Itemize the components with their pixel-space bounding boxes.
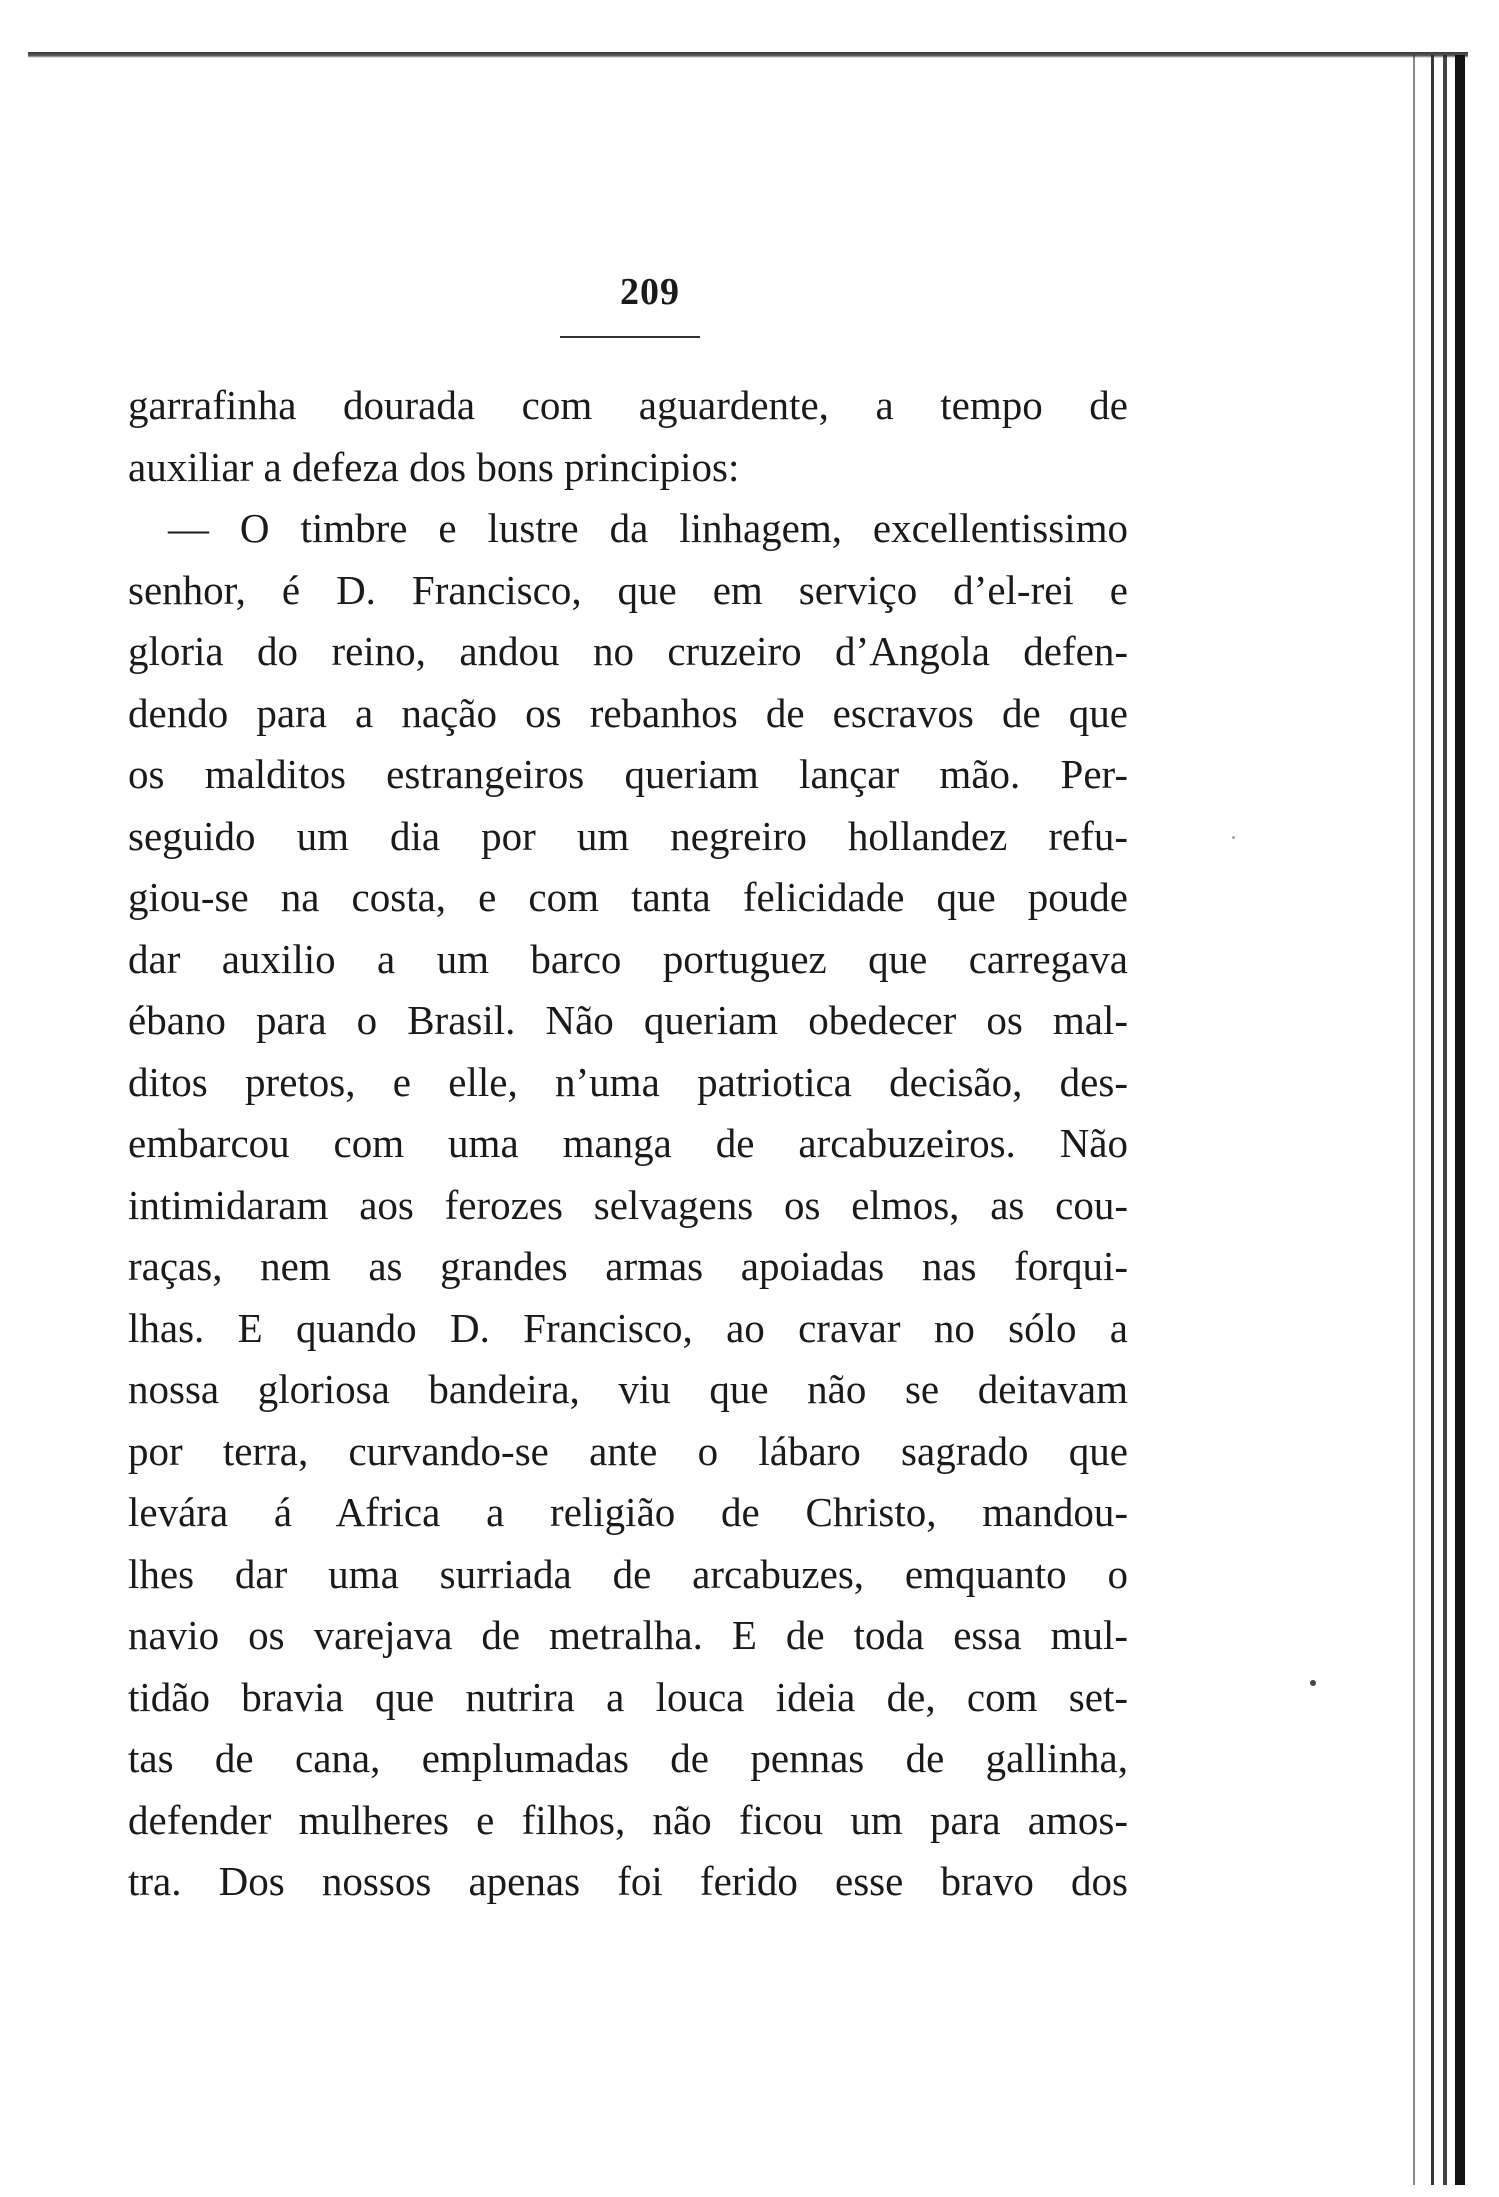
text-line: intimidaram aos ferozes selvagens os elmos, as cou- xyxy=(128,1181,1128,1228)
text-line: tidão bravia que nutrira a louca ideia de, com set- xyxy=(128,1673,1128,1720)
text-line: auxiliar a defeza dos bons principios: xyxy=(128,443,740,490)
paper-speck xyxy=(1310,1680,1316,1686)
text-line: lhes dar uma surriada de arcabuzes, emquanto o xyxy=(128,1550,1128,1597)
text-line: lhas. E quando D. Francisco, ao cravar no sólo a xyxy=(128,1304,1128,1351)
text-line: dar auxilio a um barco portuguez que carregava xyxy=(128,935,1128,982)
text-line: giou-se na costa, e com tanta felicidade que poude xyxy=(128,874,1128,920)
binding-line xyxy=(1431,55,1434,2185)
text-line: os malditos estrangeiros queriam lançar mão. Per- xyxy=(128,751,1128,797)
book-binding-edge xyxy=(1401,55,1471,2185)
body-text xyxy=(128,375,1128,1913)
text-line: garrafinha dourada com aguardente, a tempo de xyxy=(128,382,1128,428)
page-number: 209 xyxy=(620,271,680,313)
page-top-edge xyxy=(28,52,1468,58)
text-line: navio os varejava de metralha. E de toda essa mul- xyxy=(128,1612,1128,1658)
text-line: por terra, curvando-se ante o lábaro sagrado que xyxy=(128,1427,1128,1474)
text-line: ébano para o Brasil. Não queriam obedecer os mal- xyxy=(128,997,1128,1043)
text-line: raças, nem as grandes armas apoiadas nas forqui- xyxy=(128,1243,1128,1289)
text-line: gloria do reino, andou no cruzeiro d’Angola defen- xyxy=(128,628,1128,674)
text-line: dendo para a nação os rebanhos de escravos de que xyxy=(128,689,1128,736)
binding-line xyxy=(1443,55,1447,2185)
text-line: tas de cana, emplumadas de pennas de gallinha, xyxy=(128,1735,1128,1781)
text-line: levára á Africa a religião de Christo, mandou- xyxy=(128,1489,1128,1535)
text-line: senhor, é D. Francisco, que em serviço d’el-rei e xyxy=(128,566,1128,613)
binding-line xyxy=(1413,55,1415,2185)
paper-speck xyxy=(1232,836,1235,839)
text-line: nossa gloriosa bandeira, viu que não se deitavam xyxy=(128,1366,1128,1412)
text-line: embarcou com uma manga de arcabuzeiros. Não xyxy=(128,1120,1128,1166)
text-line: tra. Dos nossos apenas foi ferido esse bravo dos xyxy=(128,1858,1128,1904)
binding-line xyxy=(1455,55,1465,2185)
text-line: — O timbre e lustre da linhagem, excellentissimo xyxy=(168,505,1128,551)
text-line: ditos pretos, e elle, n’uma patriotica decisão, des- xyxy=(128,1058,1128,1105)
text-line: seguido um dia por um negreiro hollandez refu- xyxy=(128,812,1128,859)
page-number-rule xyxy=(560,336,700,338)
text-line: defender mulheres e filhos, não ficou um para amos- xyxy=(128,1796,1128,1843)
